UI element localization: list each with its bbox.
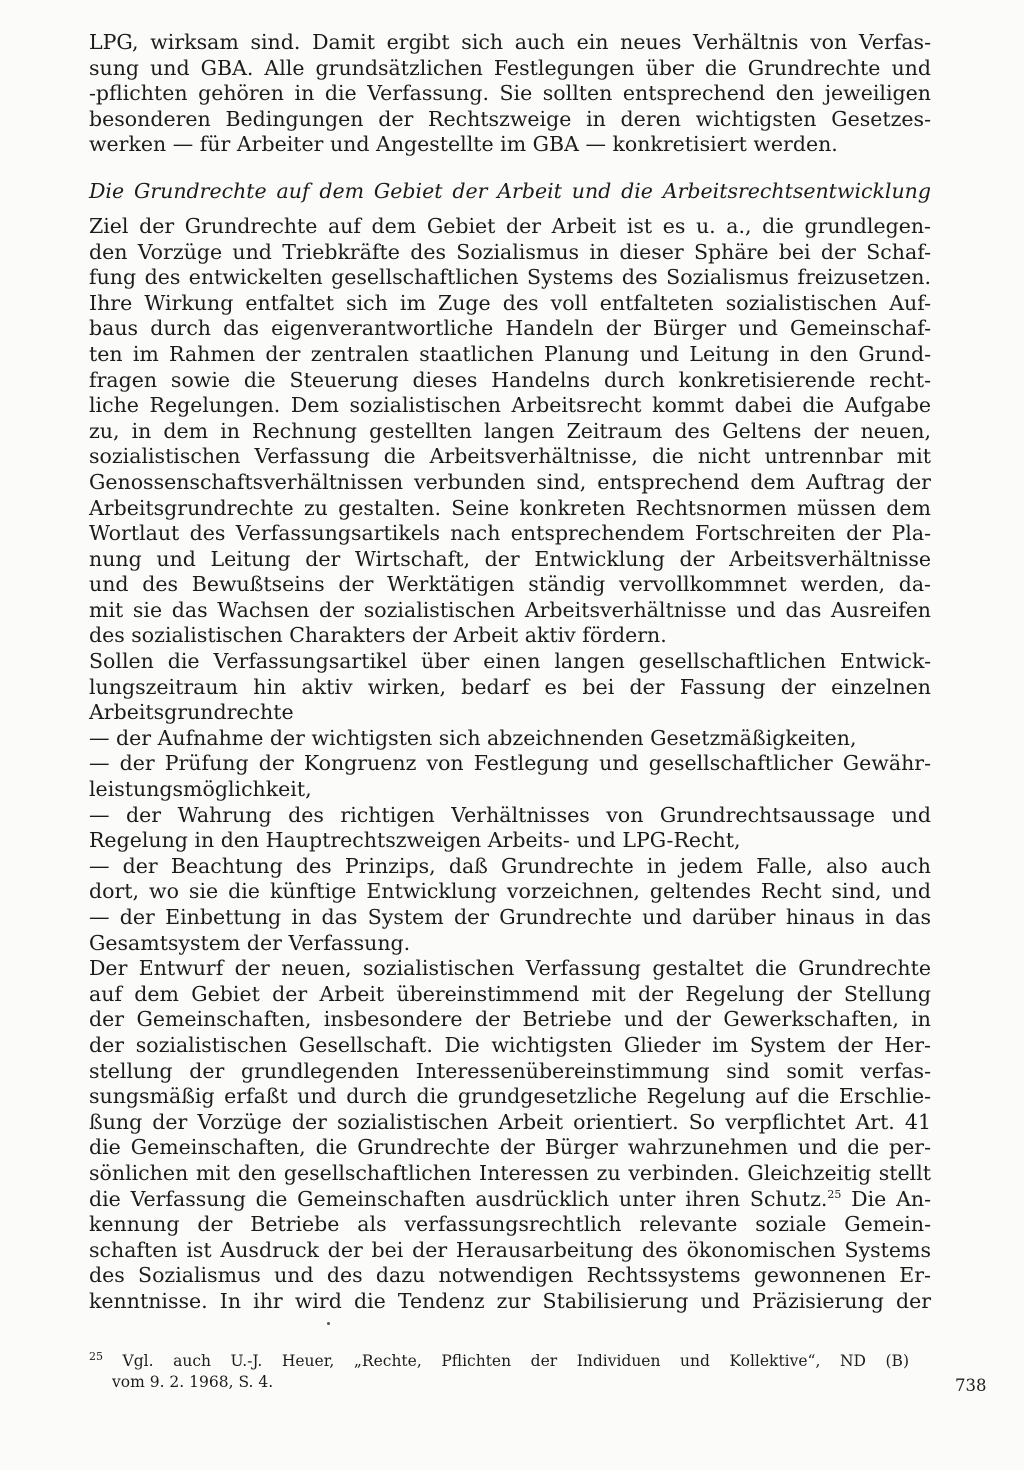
list-item: — der Prüfung der Kongruenz von Festlegung und gesellschaftlicher Gewähr- bbox=[89, 751, 931, 776]
text-line: sönlichen mit den gesellschaftlichen Interessen zu verbinden. Gleichzeitig stellt bbox=[89, 1160, 931, 1185]
text-line: Wortlaut des Verfassungsartikels nach entsprechendem Fortschreiten der Pla- bbox=[89, 521, 931, 546]
text-line: die Gemeinschaften, die Grundrechte der Bürger wahrzunehmen und die per- bbox=[89, 1135, 931, 1160]
text-line: liche Regelungen. Dem sozialistischen Arbeitsrecht kommt dabei die Aufgabe bbox=[89, 393, 931, 418]
list-item: Gesamtsystem der Verfassung. bbox=[89, 930, 411, 955]
text-line: stellung der grundlegenden Interessenübereinstimmung sind somit verfas- bbox=[89, 1058, 931, 1083]
text-line: nung und Leitung der Wirtschaft, der Entwicklung der Arbeitsverhältnisse bbox=[89, 546, 931, 571]
text-line: Ziel der Grundrechte auf dem Gebiet der Arbeit ist es u. a., die grundlegen- bbox=[89, 213, 931, 238]
list-item: — der Wahrung des richtigen Verhältnisses von Grundrechtsaussage und bbox=[89, 802, 931, 827]
text-line: -pflichten gehören in die Verfassung. Sie sollten entsprechend den jeweiligen bbox=[89, 81, 931, 106]
text-line: fung des entwickelten gesellschaftlichen Systems des Sozialismus freizusetzen. bbox=[89, 265, 931, 290]
list-item: — der Aufnahme der wichtigsten sich abzeichnenden Gesetzmäßigkeiten, bbox=[89, 725, 857, 750]
text-line: des Sozialismus und des dazu notwendigen Rechtssystems gewonnenen Er- bbox=[89, 1263, 931, 1288]
paragraph-3 bbox=[89, 649, 931, 726]
text-line: Sollen die Verfassungsartikel über einen langen gesellschaftlichen Entwick- bbox=[89, 649, 931, 674]
print-speck bbox=[327, 1322, 330, 1325]
text-line: schaften ist Ausdruck der bei der Herausarbeitung des ökonomischen Systems bbox=[89, 1237, 931, 1262]
list-item: dort, wo sie die künftige Entwicklung vorzeichnen, geltendes Recht sind, und bbox=[89, 879, 931, 904]
list-item: — der Einbettung in das System der Grundrechte und darüber hinaus in das bbox=[89, 905, 931, 929]
list-item: — der Beachtung des Prinzips, daß Grundrechte in jedem Falle, also auch bbox=[89, 853, 931, 878]
paragraph-2 bbox=[89, 214, 931, 649]
footnote-reference[interactable]: 25 bbox=[827, 1187, 842, 1201]
text-line: Ihre Wirkung entfaltet sich im Zuge des voll entfalteten sozialistischen Auf- bbox=[89, 290, 931, 315]
text-line: ten im Rahmen der zentralen staatlichen Planung und Leitung in den Grund- bbox=[89, 341, 931, 366]
text-line: kenntnisse. In ihr wird die Tendenz zur Stabilisierung und Präzisierung der bbox=[89, 1288, 931, 1313]
footnote-text: Vgl. auch U.-J. Heuer, „Rechte, Pflichten der Individuen und Kollektive“, ND (B) bbox=[103, 1352, 909, 1370]
text-line: werken — für Arbeiter und Angestellte im GBA — konkretisiert werden. bbox=[89, 132, 838, 157]
text-line: sung und GBA. Alle grundsätzlichen Festlegungen über die Grundrechte und bbox=[89, 55, 931, 80]
text-line: Der Entwurf der neuen, sozialistischen Verfassung gestaltet die Grundrechte bbox=[89, 956, 931, 981]
text-fragment: die Verfassung die Gemeinschaften ausdrücklich unter ihren Schutz. bbox=[89, 1186, 828, 1211]
text-line: des sozialistischen Charakters der Arbeit aktiv fördern. bbox=[89, 623, 667, 648]
text-line: sozialistischen Verfassung die Arbeitsverhältnisse, die nicht untrennbar mit bbox=[89, 444, 931, 469]
text-line: den Vorzüge und Triebkräfte des Sozialismus in dieser Sphäre bei der Schaf- bbox=[89, 239, 931, 264]
text-line: sungsmäßig erfaßt und durch die grundgesetzliche Regelung auf die Erschlie- bbox=[89, 1084, 931, 1109]
text-line: baus durch das eigenverantwortliche Handeln der Bürger und Gemeinschaf- bbox=[89, 316, 931, 341]
page-body bbox=[89, 30, 931, 1315]
list-item: leistungsmöglichkeit, bbox=[89, 777, 312, 802]
text-line: und des Bewußtseins der Werktätigen ständig vervollkommnet werden, da- bbox=[89, 572, 931, 597]
footnote-line: vom 9. 2. 1968, S. 4. bbox=[112, 1373, 274, 1391]
text-line: Arbeitsgrundrechte bbox=[89, 700, 294, 725]
footnote-line bbox=[89, 1351, 909, 1372]
text-line: zu, in dem in Rechnung gestellten langen Zeitraum des Geltens der neuen, bbox=[89, 418, 931, 443]
text-line: mit sie das Wachsen der sozialistischen Arbeitsverhältnisse und das Ausreifen bbox=[89, 597, 931, 622]
text-line: LPG, wirksam sind. Damit ergibt sich auch ein neues Verhältnis von Verfas- bbox=[89, 30, 931, 54]
text-line: ßung der Vorzüge der sozialistischen Arbeit orientiert. So verpflichtet Art. 41 bbox=[89, 1109, 931, 1134]
text-line: fragen sowie die Steuerung dieses Handelns durch konkretisierende recht- bbox=[89, 367, 931, 392]
text-line-with-footnote bbox=[89, 1187, 931, 1213]
text-line: besonderen Bedingungen der Rechtszweige in deren wichtigsten Gesetzes- bbox=[89, 106, 931, 131]
paragraph-4 bbox=[89, 956, 931, 1314]
section-heading: Die Grundrechte auf dem Gebiet der Arbeit und die Arbeitsrechtsentwicklung bbox=[89, 178, 931, 203]
text-line: lungszeitraum hin aktiv wirken, bedarf es bei der Fassung der einzelnen bbox=[89, 674, 931, 699]
text-line: Genossenschaftsverhältnissen verbunden sind, entsprechend dem Auftrag der bbox=[89, 469, 931, 494]
text-line: der Gemeinschaften, insbesondere der Betriebe und der Gewerkschaften, in bbox=[89, 1007, 931, 1032]
paragraph-1 bbox=[89, 30, 931, 158]
page-number: 738 bbox=[955, 1376, 987, 1395]
text-line: auf dem Gebiet der Arbeit übereinstimmend mit der Regelung der Stellung bbox=[89, 981, 931, 1006]
text-line: Arbeitsgrundrechte zu gestalten. Seine konkreten Rechtsnormen müssen dem bbox=[89, 495, 931, 520]
footnote bbox=[89, 1351, 931, 1393]
list-item: Regelung in den Hauptrechtszweigen Arbeits- und LPG-Recht, bbox=[89, 828, 741, 853]
bullet-list bbox=[89, 726, 931, 956]
text-fragment: Die An- bbox=[841, 1186, 932, 1211]
text-line: kennung der Betriebe als verfassungsrechtlich relevante soziale Gemein- bbox=[89, 1212, 931, 1237]
text-line: der sozialistischen Gesellschaft. Die wichtigsten Glieder im System der Her- bbox=[89, 1032, 931, 1057]
footnote-number: 25 bbox=[89, 1349, 103, 1363]
